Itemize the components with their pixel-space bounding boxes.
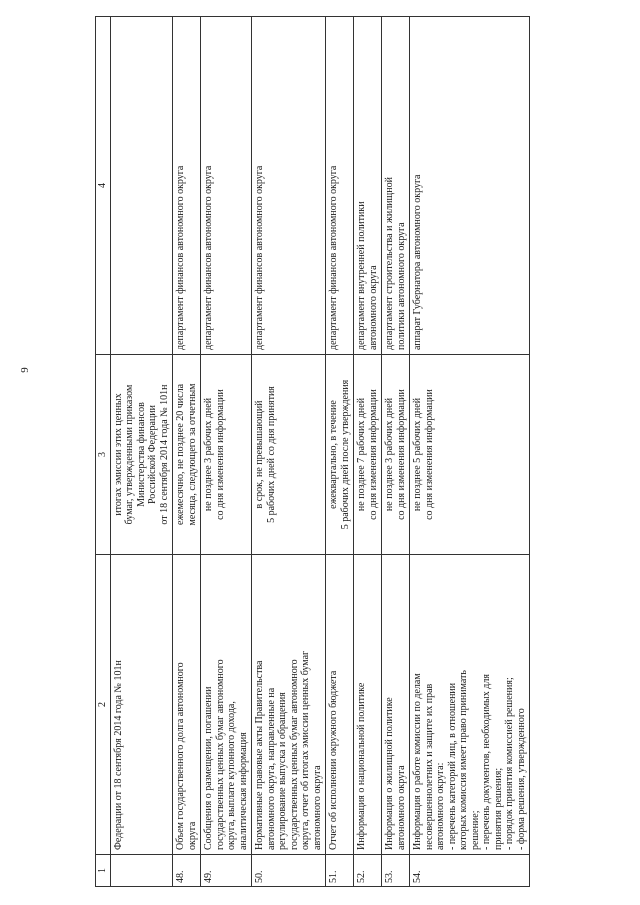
cell-text-line: государственных ценных бумаг автономного <box>214 659 226 850</box>
cell-text-line: в срок, не превышающий <box>254 400 265 509</box>
cell-text-line: государственных ценных бумаг автономного <box>288 659 300 850</box>
table-row <box>201 17 252 887</box>
cell-text-line: департамент строительства и жилищной <box>384 177 395 350</box>
information-name-cell <box>354 555 382 855</box>
cell-text-line: итогах эмиссии этих ценных <box>112 393 124 516</box>
table-row <box>326 17 354 887</box>
cell-text-line: автономного округа <box>311 765 323 850</box>
cell-text-line: - форма решения, утвержденного <box>515 708 527 850</box>
deadline-cell <box>410 355 530 555</box>
deadline-cell <box>201 355 252 555</box>
cell-text-line: Федерации от 18 сентября 2014 года № 101н <box>112 660 124 850</box>
information-table <box>95 16 530 887</box>
table-body <box>110 17 530 887</box>
header-col-1: 1 <box>96 855 111 887</box>
cell-text-line: 5 рабочих дней после утверждения <box>339 379 351 530</box>
cell-text-line: со дня изменения информации <box>423 389 435 520</box>
cell-text-line: - перечень документов, необходимых для <box>481 674 492 850</box>
deadline-cell <box>354 355 382 555</box>
page-number: 9 <box>18 367 31 373</box>
row-number <box>110 855 173 887</box>
cell-text-line: аналитическая информация <box>237 732 249 850</box>
cell-text-line: округа <box>186 821 198 850</box>
cell-text-line: не позднее 5 рабочих дней <box>412 397 423 512</box>
cell-text-line: автономного округа: <box>435 762 446 850</box>
row-number: 53. <box>382 855 410 887</box>
cell-text-line: со дня изменения информации <box>395 389 407 520</box>
cell-text-line: Информация о работе комиссии по делам <box>412 673 423 850</box>
cell-text-line: аппарат Губернатора автономного округа <box>412 174 423 350</box>
cell-text-line: 5 рабочих дней со дня принятия <box>265 386 277 523</box>
cell-text-line: политики автономного округа <box>395 222 407 350</box>
cell-text-line: которых комиссия имеет право принимать <box>458 670 469 850</box>
cell-text-line: Информация о жилищной политике <box>384 697 395 850</box>
cell-text-line: автономного округа, направленные на <box>265 687 277 850</box>
cell-text-line: месяца, следующего за отчетным <box>186 383 198 526</box>
information-name-cell <box>326 555 354 855</box>
responsible-cell <box>326 17 354 355</box>
row-number: 50. <box>252 855 326 887</box>
cell-text-line: автономного округа <box>367 265 379 350</box>
deadline-cell <box>252 355 326 555</box>
cell-text-line: не позднее 3 рабочих дней <box>384 397 395 512</box>
cell-text-line: Нормативные правовые акты Правительства <box>254 660 265 850</box>
cell-text-line: не позднее 3 рабочих дней <box>203 397 214 512</box>
responsible-cell <box>252 17 326 355</box>
cell-text-line: округа, отчет об итогах эмиссии ценных бумаг <box>300 650 311 850</box>
responsible-cell <box>110 17 173 355</box>
responsible-cell <box>382 17 410 355</box>
deadline-cell <box>326 355 354 555</box>
cell-text-line: со дня изменения информации <box>214 389 226 520</box>
cell-text-line: Объем государственного долга автономного <box>175 662 186 850</box>
row-number: 48. <box>173 855 201 887</box>
row-number: 49. <box>201 855 252 887</box>
cell-text-line: округа, выплате купонного дохода, <box>226 701 237 850</box>
cell-text-line: - порядок принятия комиссией решения; <box>504 677 515 850</box>
cell-text-line: не позднее 7 рабочих дней <box>356 397 367 512</box>
header-col-3: 3 <box>96 355 111 555</box>
cell-text-line: департамент финансов автономного округа <box>254 165 265 350</box>
information-name-cell <box>173 555 201 855</box>
cell-text-line: регулирование выпуска и обращения <box>277 692 288 850</box>
table-row <box>252 17 326 887</box>
header-col-4: 4 <box>96 17 111 355</box>
row-number: 52. <box>354 855 382 887</box>
information-name-cell <box>410 555 530 855</box>
information-name-cell <box>252 555 326 855</box>
cell-text-line: бумаг, утвержденными приказом <box>124 384 135 525</box>
cell-text-line: Информация о национальной политике <box>356 682 367 850</box>
responsible-cell <box>354 17 382 355</box>
deadline-cell <box>173 355 201 555</box>
responsible-cell <box>410 17 530 355</box>
cell-text-line: департамент внутренней политики <box>356 201 367 350</box>
cell-text-line: департамент финансов автономного округа <box>328 165 339 350</box>
cell-text-line: Министерства финансов <box>135 402 147 507</box>
cell-text-line: со дня изменения информации <box>367 389 379 520</box>
cell-text-line: Российской Федерации <box>147 405 158 505</box>
cell-text-line: автономного округа <box>395 765 407 850</box>
responsible-cell <box>173 17 201 355</box>
information-name-cell <box>382 555 410 855</box>
row-number: 54. <box>410 855 530 887</box>
cell-text-line: ежеквартально, в течение <box>328 400 339 509</box>
table-row <box>110 17 173 887</box>
information-name-cell <box>110 555 173 855</box>
table-row <box>173 17 201 887</box>
cell-text-line: принятия решения; <box>492 767 504 850</box>
cell-text-line: от 18 сентября 2014 года № 101н <box>158 384 170 525</box>
cell-text-line: Сообщения о размещении, погашении <box>203 686 214 850</box>
header-col-2: 2 <box>96 555 111 855</box>
cell-text-line: департамент финансов автономного округа <box>175 165 186 350</box>
row-number: 51. <box>326 855 354 887</box>
table-row <box>410 17 530 887</box>
cell-text-line: департамент финансов автономного округа <box>203 165 214 350</box>
cell-text-line: несовершеннолетних и защите их прав <box>423 683 435 850</box>
cell-text-line: ежемесячно, не позднее 20 числа <box>175 383 186 526</box>
information-name-cell <box>201 555 252 855</box>
deadline-cell <box>110 355 173 555</box>
table-header-row <box>96 17 111 887</box>
cell-text-line: Отчет об исполнении окружного бюджета <box>328 670 339 850</box>
cell-text-line: - перечень категорий лиц, в отношении <box>446 682 458 850</box>
cell-text-line: решение; <box>469 810 481 850</box>
table-row <box>354 17 382 887</box>
responsible-cell <box>201 17 252 355</box>
table-row <box>382 17 410 887</box>
deadline-cell <box>382 355 410 555</box>
